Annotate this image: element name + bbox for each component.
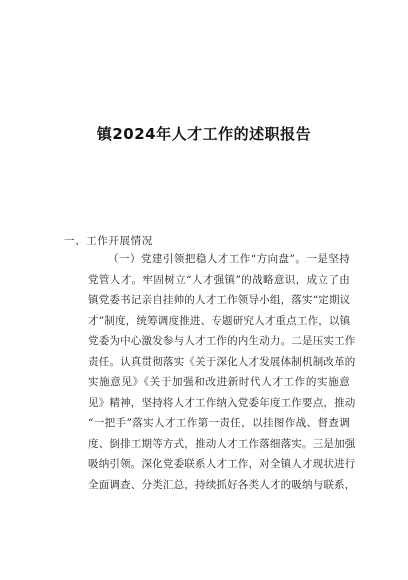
paragraph-line: 全面调查、分类汇总，持续抓好各类人才的吸纳与联系， [88, 478, 356, 491]
paragraph-line: 度、倒排工期等方式，推动人才工作落细落实。三是加强 [88, 437, 356, 450]
paragraph-line: 实施意见》《关于加强和改进新时代人才工作的实施意 [88, 376, 350, 388]
body-paragraph [88, 249, 356, 495]
paragraph-line: 吸纳引领。深化党委联系人才工作，对全镇人才现状进行 [88, 458, 356, 470]
paragraph-line: 才”制度，统筹调度推进、专题研究人才重点工作，以镇 [88, 314, 351, 327]
paragraph-line: 镇党委书记亲自挂帅的人才工作领导小组，落实“定期议 [88, 294, 351, 306]
document-title: 镇2024年人才工作的述职报告 [96, 125, 312, 143]
paragraph-line: 党委为中心激发参与人才工作的内生动力。二是压实工作 [88, 335, 356, 347]
section-heading: 一、工作开展情况 [64, 235, 153, 247]
paragraph-line: “一把手”落实人才工作第一责任，以挂图作战、督查调 [88, 417, 350, 429]
paragraph-line: 党管人才。牢固树立“人才强镇”的战略意识，成立了由 [88, 273, 350, 286]
paragraph-line: 责任。认真贯彻落实《关于深化人才发展体制机制改革的 [88, 355, 356, 368]
paragraph-line: 见》精神，坚持将人才工作纳入党委年度工作要点，推动 [88, 396, 356, 409]
paragraph-line: （一）党建引领把稳人才工作“方向盘”。一是坚持 [108, 253, 350, 265]
